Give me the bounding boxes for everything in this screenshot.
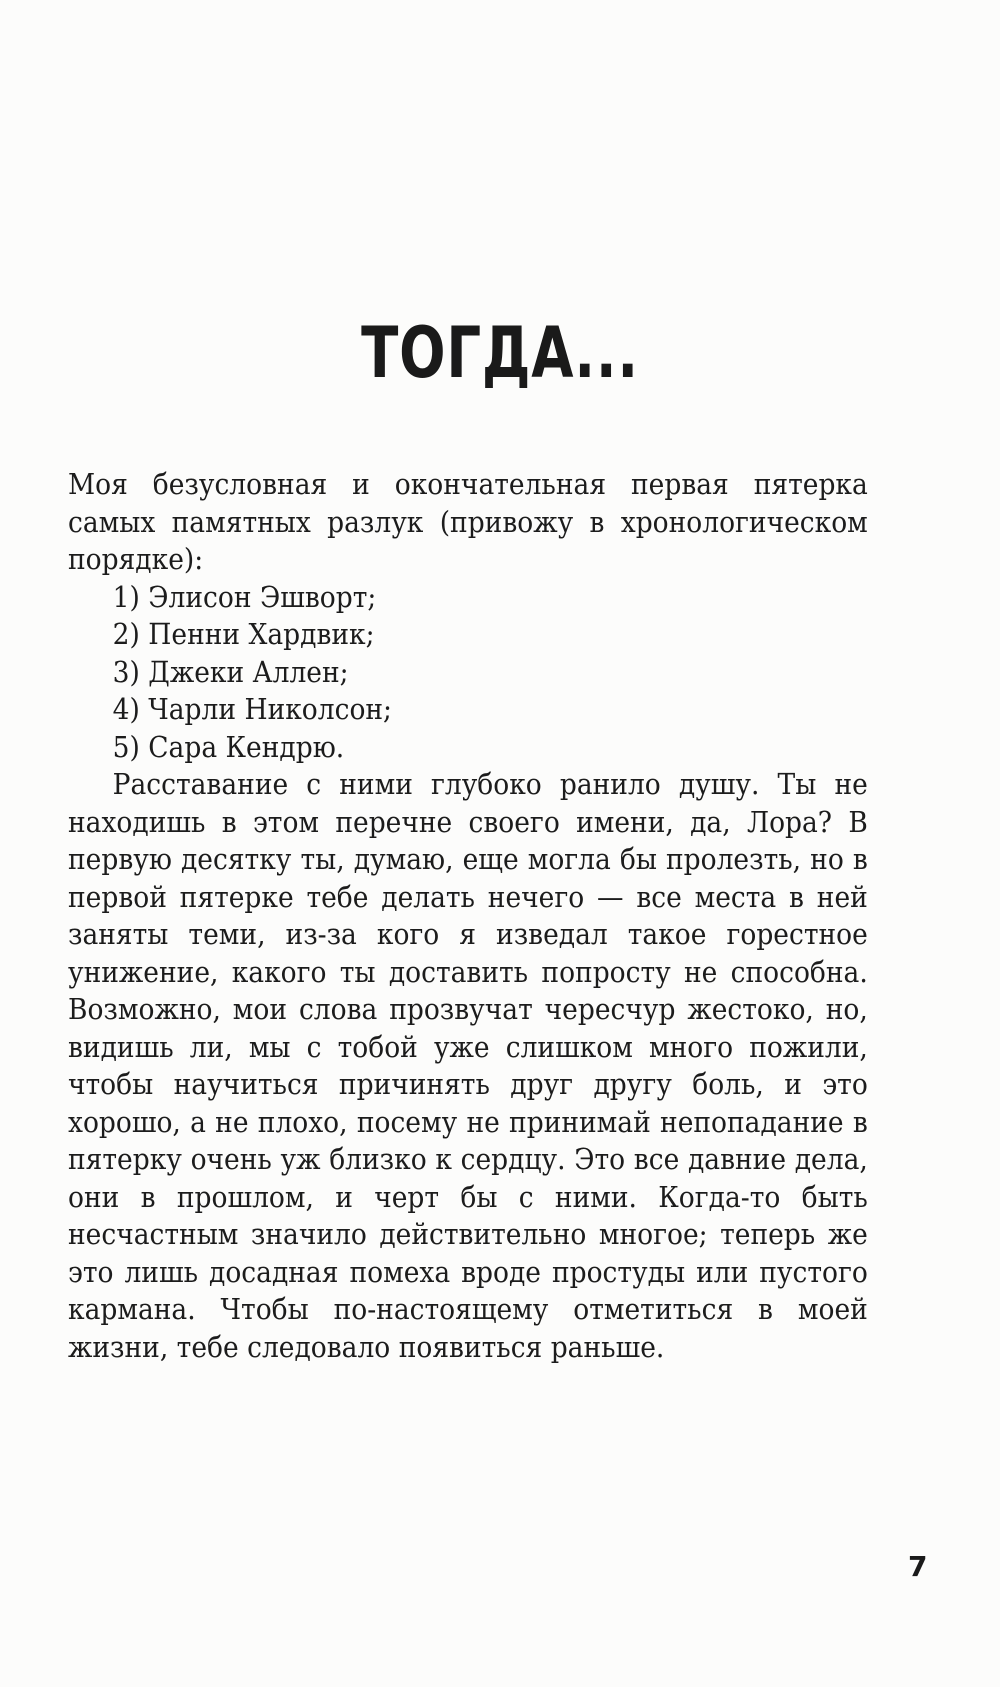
page-number: 7: [908, 1550, 928, 1583]
intro-paragraph: Моя безусловная и окончательная первая пятерка самых памятных разлук (привожу в хронологическом порядке):: [68, 468, 868, 576]
list-item: 3) Джеки Аллен;: [112, 655, 349, 689]
list-item: 1) Элисон Эшворт;: [112, 580, 377, 614]
list-item: 2) Пенни Хардвик;: [112, 618, 375, 651]
chapter-heading: ТОГДА...: [361, 312, 639, 394]
list-item: 5) Сара Кендрю.: [112, 730, 345, 764]
body-paragraph: Расставание с ними глубоко ранило душу. Ты не находишь в этом перечне своего имени, да, Лора? В первую десятку ты, думаю, еще могла бы пролезть, но в первой пятерке тебе делать нечего — все места в ней заняты теми, из-за кого я изведал такое горестное унижение, какого ты доставить попросту не способна. Возможно, мои слова прозвучат чересчур жестоко, но, видишь ли, мы с тобой уже слишком много пожили, чтобы научиться причинять друг другу боль, и это хорошо, а не плохо, посему не принимай непопадание в пятерку очень уж близко к сердцу. Это все давние дела, они в прошлом, и черт бы с ними. Когда-то быть несчастным значило действительно многое; теперь же это лишь досадная помеха вроде простуды или пустого кармана. Чтобы по-настоящему отметиться в моей жизни, тебе следовало появиться раньше.: [68, 768, 868, 1364]
page-body: [68, 466, 868, 1366]
list-item: 4) Чарли Николсон;: [112, 693, 393, 726]
